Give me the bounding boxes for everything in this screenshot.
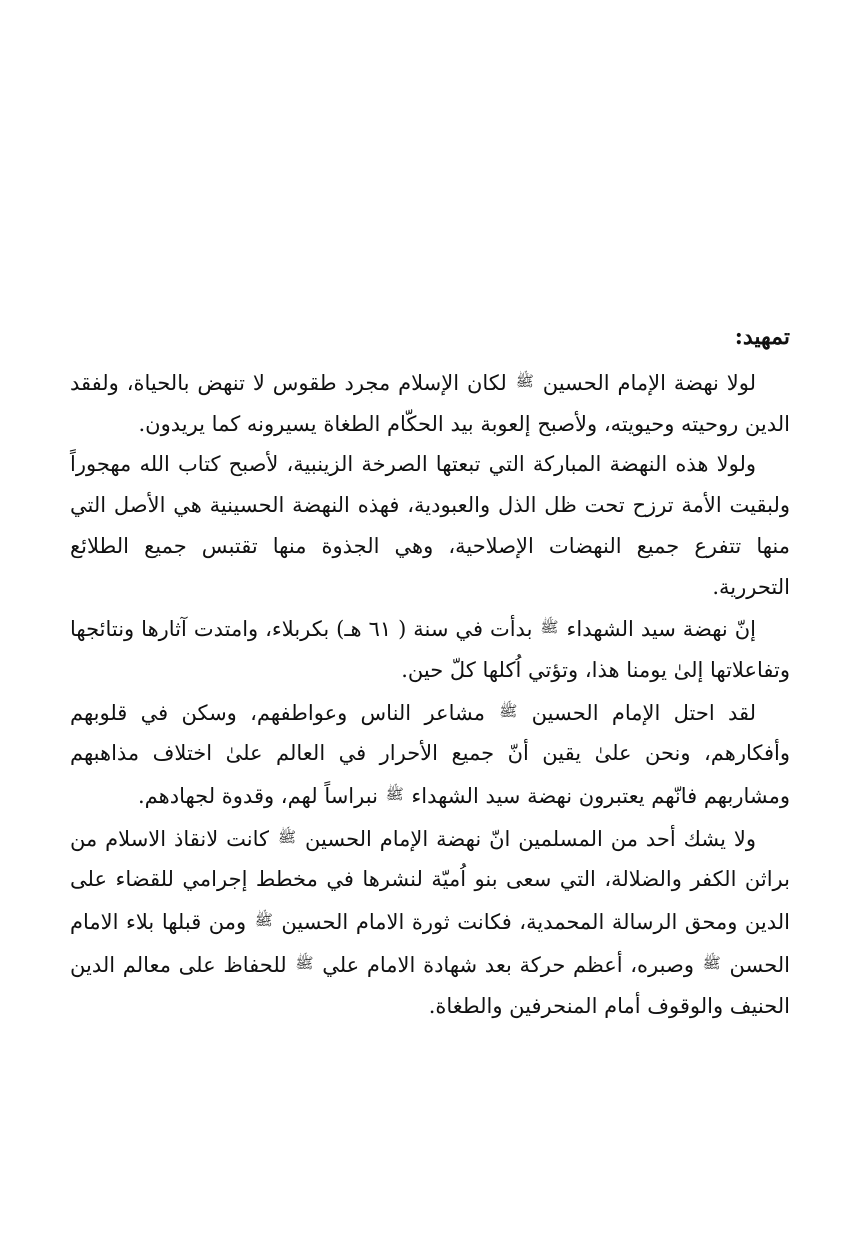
- honorific-glyph: ﷺ: [295, 953, 314, 972]
- paragraph-text: لكان الإسلام مجرد طقوس لا تنهض بالحياة، ولفقد الدين روحيته وحيويته، ولأصبح إلعوبة بيد الحكّام الطغاة يسيرونه كما يريدون.: [70, 371, 790, 436]
- honorific-glyph: ﷺ: [702, 953, 721, 972]
- page-body: [70, 315, 790, 1026]
- paragraph-text: لقد احتل الإمام الحسين: [518, 700, 756, 725]
- honorific-glyph: ﷺ: [277, 827, 297, 846]
- paragraph-text: بدأت في سنة ( ٦١ هـ) بكربلاء، وامتدت آثارها ونتائجها وتفاعلاتها إلىٰ يومنا هذا، وتؤتي اُكلها كلّ حين.: [70, 617, 790, 682]
- paragraph-text: نبراساً لهم، وقدوة لجهادهم.: [138, 784, 385, 809]
- honorific-glyph: ﷺ: [385, 785, 404, 804]
- paragraph-text: مشاعر الناس وعواطفهم، وسكن في قلوبهم وأفكارهم، ونحن علىٰ يقين أنّ جميع الأحرار في العالم علىٰ اختلاف مذاهبهم ومشاربهم فانّهم يعتبرون نهضة سيد الشهداء: [70, 700, 790, 809]
- paragraph-1: [70, 361, 790, 444]
- paragraph-text: وصبره، أعظم حركة بعد شهادة الامام علي: [314, 952, 702, 977]
- paragraph-text: ولولا هذه النهضة المباركة التي تبعتها الصرخة الزينبية، لأصبح كتاب الله مهجوراً ولبقيت الأمة ترزح تحت ظل الذل والعبودية، فهذه النهضة الحسينية هي الأصل التي منها تتفرع جميع النهضات الإصلاحية، وهي الجذوة منها تقتبس جميع الطلائع التحررية.: [70, 452, 790, 599]
- paragraph-text: كانت لانقاذ الاسلام من براثن الكفر والضلالة، التي سعى بنو اُميّة لنشرها في مخطط إجرامي للقضاء على الدين ومحق الرسالة المحمدية، فكانت ثورة الامام الحسين: [70, 826, 790, 935]
- paragraph-text: لولا نهضة الإمام الحسين: [534, 371, 756, 395]
- paragraph-5: [70, 817, 790, 1027]
- honorific-glyph: ﷺ: [515, 372, 534, 390]
- paragraph-text: ومن قبلها بلاء الامام الحسن: [70, 910, 791, 977]
- paragraph-text: إنّ نهضة سيد الشهداء: [559, 617, 756, 642]
- paragraph-4: [70, 691, 790, 817]
- paragraph-text: ولا يشك أحد من المسلمين انّ نهضة الإمام الحسين: [297, 826, 756, 851]
- honorific-glyph: ﷺ: [499, 701, 518, 720]
- paragraph-2: [70, 444, 790, 607]
- honorific-glyph: ﷺ: [540, 618, 559, 637]
- section-heading: تمهيد:: [734, 324, 790, 350]
- paragraph-3: [70, 607, 790, 690]
- honorific-glyph: ﷺ: [254, 911, 273, 930]
- paragraph-text: للحفاظ على معالم الدين الحنيف والوقوف أمام المنحرفين والطغاة.: [70, 952, 790, 1018]
